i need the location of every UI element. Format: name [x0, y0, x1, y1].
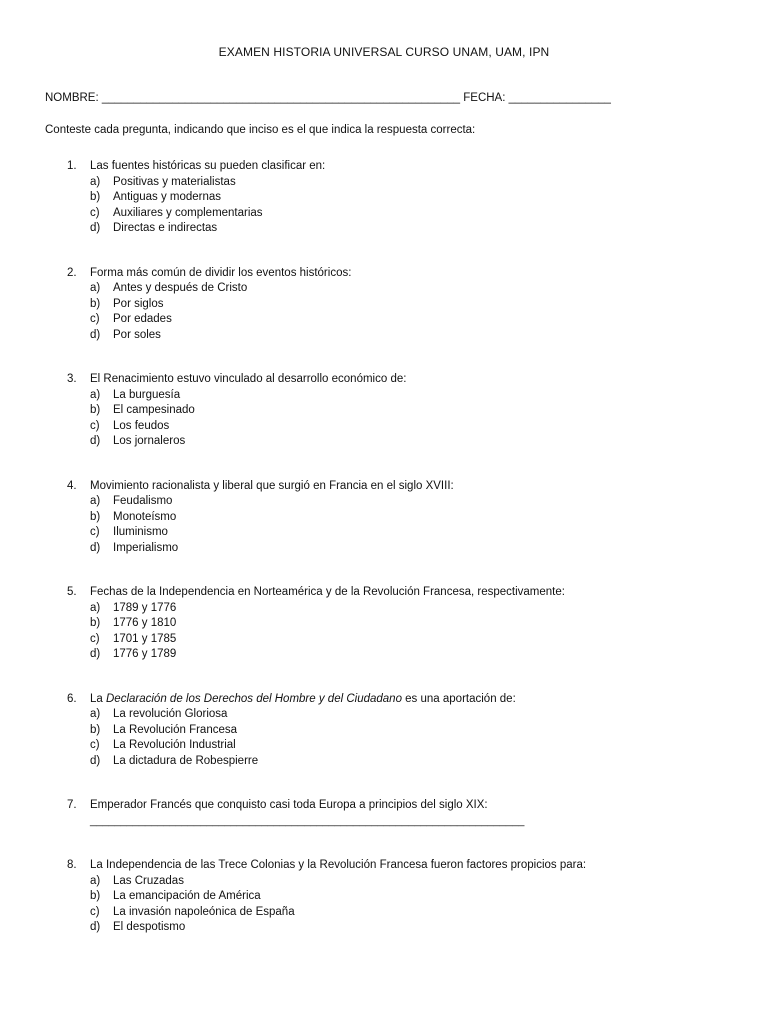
option-c[interactable] [0, 312, 768, 328]
option-letter: c) [90, 313, 100, 325]
option-text: 1789 y 1776 [113, 601, 177, 614]
option-letter: b) [90, 723, 101, 736]
option-letter: a) [90, 282, 101, 294]
option-text: Feudalismo [113, 495, 173, 507]
option-d[interactable] [0, 434, 768, 450]
question-6 [0, 692, 768, 770]
question-number: 8. [67, 859, 77, 871]
name-date-line [45, 92, 611, 104]
nombre-label: NOMBRE: [45, 92, 99, 104]
option-b[interactable] [0, 190, 768, 206]
option-letter: d) [90, 541, 101, 554]
option-text: La emancipación de América [113, 890, 261, 902]
question-number: 3. [67, 373, 77, 385]
question-text-italic: Declaración de los Derechos del Hombre y del Ciudadano [106, 692, 402, 705]
option-text: La burguesía [113, 388, 181, 401]
option-text: El despotismo [113, 921, 186, 933]
option-letter: c) [90, 632, 100, 645]
option-d[interactable] [0, 221, 768, 237]
question-list [0, 159, 768, 965]
question-5 [0, 585, 768, 663]
option-letter: b) [90, 297, 101, 310]
question-number: 6. [67, 692, 77, 705]
question-text: Movimiento racionalista y liberal que surgió en Francia en el siglo XVIII: [90, 479, 454, 492]
option-letter: d) [90, 328, 101, 341]
option-text: Antiguas y modernas [113, 191, 222, 203]
option-d[interactable] [0, 647, 768, 663]
option-text: Directas e indirectas [113, 222, 218, 234]
option-text: Imperialismo [113, 541, 179, 554]
question-text-suffix: es una aportación de: [401, 692, 516, 705]
option-text: Las Cruzadas [113, 874, 184, 887]
question-4 [0, 479, 768, 557]
option-text: Auxiliares y complementarias [113, 206, 263, 219]
option-b[interactable] [0, 297, 768, 313]
question-7 [0, 798, 768, 829]
option-letter: d) [90, 754, 101, 767]
option-letter: d) [90, 648, 101, 660]
option-text: Por edades [113, 313, 172, 325]
option-text: La revolución Gloriosa [113, 708, 228, 720]
question-number: 2. [67, 266, 77, 279]
option-a[interactable] [0, 388, 768, 404]
option-c[interactable] [0, 905, 768, 921]
option-d[interactable] [0, 920, 768, 936]
option-letter: a) [90, 708, 101, 720]
question-number: 5. [67, 586, 77, 598]
option-b[interactable] [0, 723, 768, 739]
option-letter: a) [90, 388, 101, 401]
question-text: Emperador Francés que conquisto casi toda Europa a principios del siglo XIX: [90, 799, 488, 811]
option-text: 1776 y 1810 [113, 617, 177, 629]
option-letter: c) [90, 526, 100, 538]
option-a[interactable] [0, 175, 768, 191]
question-text: Fechas de la Independencia en Norteamérica y de la Revolución Francesa, respectivamente: [90, 586, 565, 598]
question-text: El Renacimiento estuvo vinculado al desarrollo económico de: [90, 373, 407, 385]
option-a[interactable] [0, 494, 768, 510]
option-c[interactable] [0, 738, 768, 754]
option-text: Los feudos [113, 419, 170, 432]
option-c[interactable] [0, 206, 768, 222]
option-text: La dictadura de Robespierre [113, 754, 259, 767]
option-text: 1776 y 1789 [113, 648, 177, 660]
option-a[interactable] [0, 601, 768, 617]
option-b[interactable] [0, 616, 768, 632]
option-text: La Revolución Industrial [113, 739, 236, 751]
option-a[interactable] [0, 281, 768, 297]
question-number: 7. [67, 799, 77, 811]
option-letter: b) [90, 510, 101, 523]
instructions: Conteste cada pregunta, indicando que inciso es el que indica la respuesta correcta: [45, 124, 476, 136]
fecha-blank[interactable]: ________________ [508, 92, 611, 104]
exam-title: EXAMEN HISTORIA UNIVERSAL CURSO UNAM, UAM, IPN [218, 45, 550, 59]
option-letter: c) [90, 905, 100, 918]
question-text: Forma más común de dividir los eventos históricos: [90, 266, 352, 279]
option-d[interactable] [0, 541, 768, 557]
option-a[interactable] [0, 874, 768, 890]
question-text: La Independencia de las Trece Colonias y la Revolución Francesa fueron factores propicios para: [90, 859, 587, 871]
option-d[interactable] [0, 328, 768, 344]
question-8 [0, 858, 768, 936]
option-text: Por siglos [113, 297, 164, 310]
option-letter: c) [90, 739, 100, 751]
option-text: 1701 y 1785 [113, 632, 177, 645]
nombre-blank[interactable]: ________________________________________________________ [101, 92, 461, 104]
option-text: La Revolución Francesa [113, 723, 238, 736]
option-c[interactable] [0, 419, 768, 435]
option-text: Por soles [113, 328, 161, 341]
option-letter: b) [90, 191, 101, 203]
question-number: 4. [67, 479, 77, 492]
option-text: Monoteísmo [113, 510, 177, 523]
question-text-prefix: La [90, 692, 106, 705]
option-text: La invasión napoleónica de España [113, 905, 295, 918]
question-1 [0, 159, 768, 237]
option-text: Antes y después de Cristo [113, 282, 248, 294]
option-letter: d) [90, 435, 101, 447]
option-c[interactable] [0, 632, 768, 648]
option-letter: a) [90, 175, 101, 188]
option-letter: c) [90, 419, 100, 432]
question-2 [0, 266, 768, 344]
option-letter: d) [90, 921, 101, 933]
question-text [90, 692, 516, 708]
option-b[interactable] [0, 403, 768, 419]
option-letter: a) [90, 495, 101, 507]
question-3 [0, 372, 768, 450]
answer-blank[interactable]: _______________________________________________________________________ [90, 814, 525, 827]
option-text: Iluminismo [113, 526, 168, 538]
option-letter: b) [90, 617, 101, 629]
option-c[interactable] [0, 525, 768, 541]
option-letter: b) [90, 404, 101, 416]
option-a[interactable] [0, 707, 768, 723]
option-letter: b) [90, 890, 101, 902]
question-number: 1. [67, 160, 77, 172]
option-b[interactable] [0, 510, 768, 526]
option-letter: c) [90, 206, 100, 219]
question-text: Las fuentes históricas su pueden clasificar en: [90, 160, 326, 172]
option-text: El campesinado [113, 404, 195, 416]
option-d[interactable] [0, 754, 768, 770]
option-text: Positivas y materialistas [113, 175, 236, 188]
option-text: Los jornaleros [113, 435, 186, 447]
option-letter: a) [90, 601, 101, 614]
option-letter: a) [90, 874, 101, 887]
option-letter: d) [90, 222, 101, 234]
option-b[interactable] [0, 889, 768, 905]
fecha-label: FECHA: [463, 92, 506, 104]
